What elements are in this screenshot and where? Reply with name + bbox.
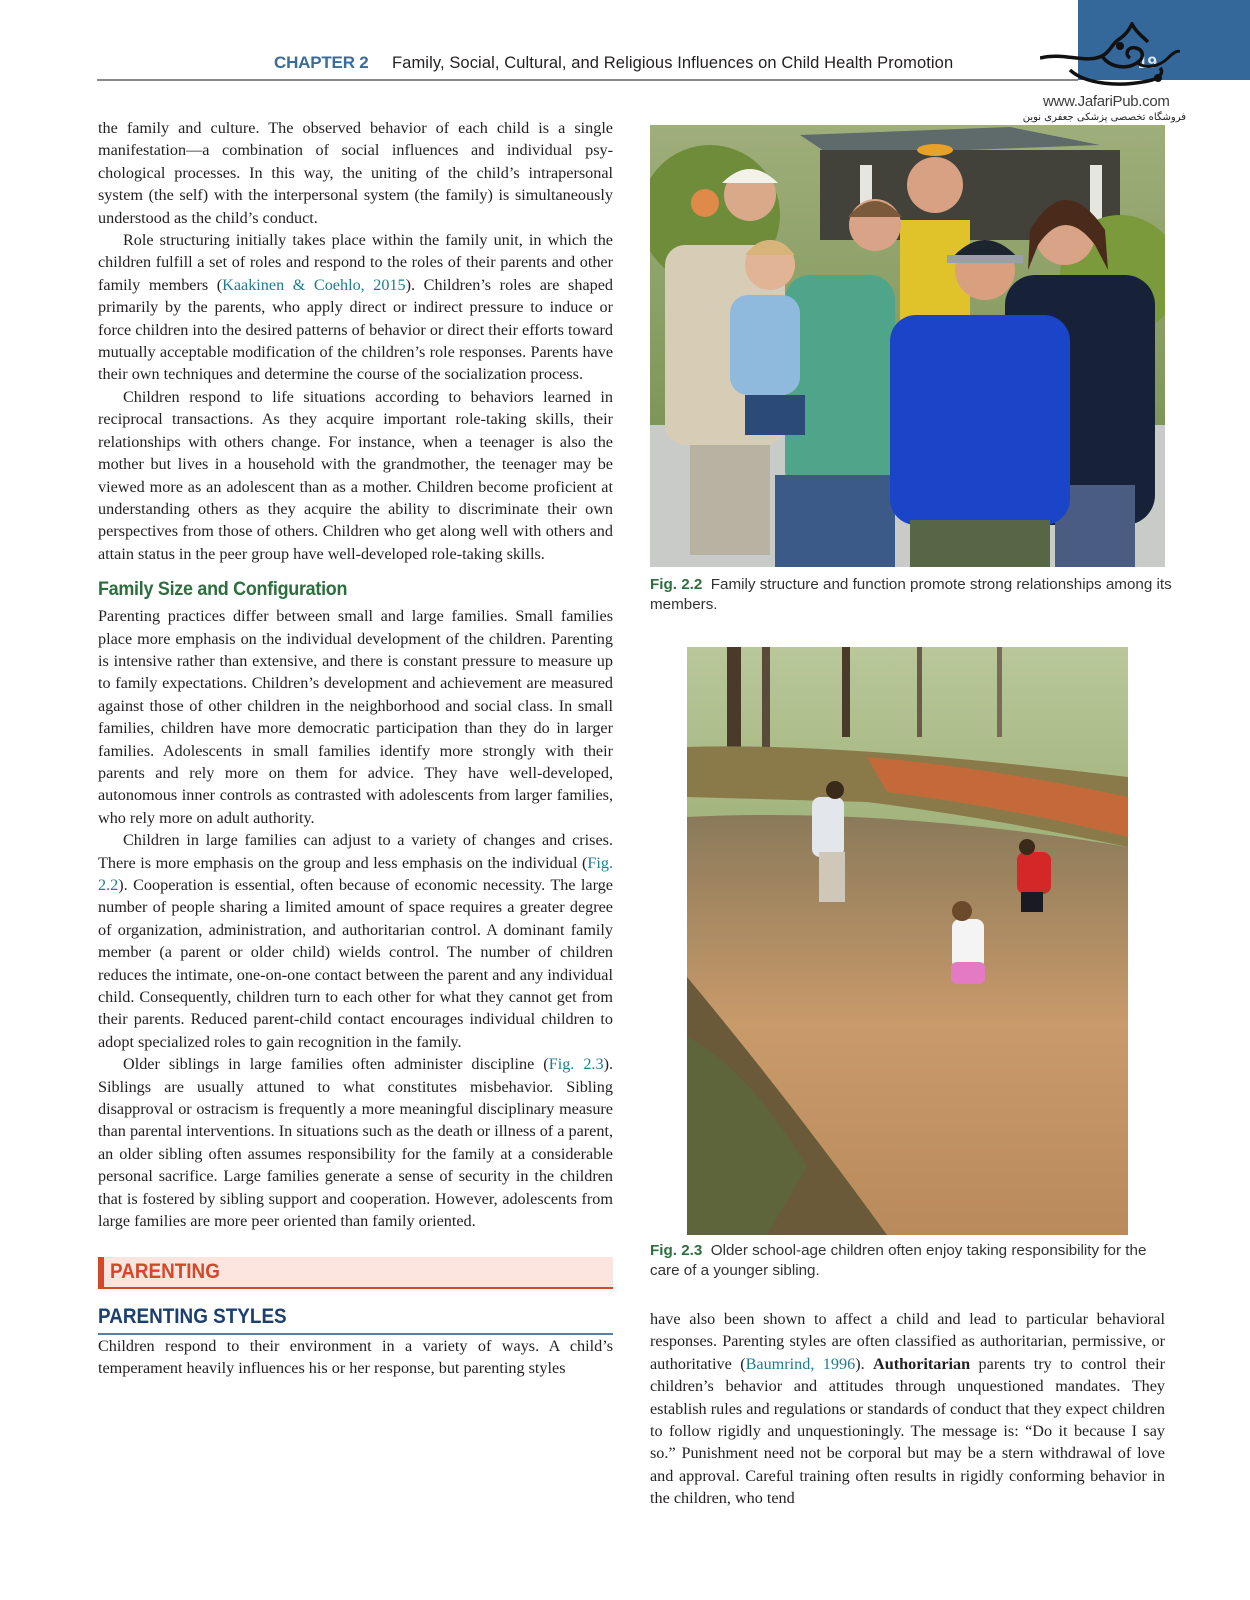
running-header [98,52,1178,76]
children-in-creek-photo [687,647,1128,1235]
section-heading-text: PARENTING [110,1259,220,1283]
subheading-family-size: Family Size and Configuration [98,578,348,601]
watermark-url: www.JafariPub.com [1043,93,1170,110]
paragraph: Parenting practices differ between small and large families. Small families place more emphasis on the individual development of the children. Parenting is intensive rather than extensive, and there is constant pressure to measure up to family expectations. Children’s development and achievement are measured against those of other children in the neighborhood and social class. In small families, children have more democratic participation than they do in larger families. Adolescents in small families identify more strongly with their parents and rely more on them for advice. They have well-developed, autonomous inner controls as contrasted with adolescents from larger families, who rely more on adult authority. [98,607,613,827]
figure-2-2-photo [650,125,1165,567]
header-rule [97,79,1078,81]
paragraph: Children respond to life situations according to behaviors learned in reciprocal transactions. As they acquire important role-taking skills, their relationships with others change. For instance, when a teenager is also the mother but lives in a household with the grandmother, the teenager may be viewed more as an adolescent than as a mother. Children become proficient at understanding others as they acquire the ability to discriminate their own perspectives from those of others. Children who get along well with others and attain status in the peer group have well-developed role-taking skills. [98,387,613,563]
paragraph: Children respond to their environment in a variety of ways. A child’s temperament heavily influences his or her response, but parenting styles [98,1336,613,1377]
figure-link[interactable]: Fig. 2.2 [98,853,613,894]
section-heading-parenting [98,1257,613,1289]
paragraph-text: ). Cooperation is essential, often because of economic necessity. The large number of people sharing a limited amount of space requires a greater degree of organization, administration, and authoritarian control. A dominant family member (a parent or older child) wields control. The number of children reduces the intimate, one-on-one contact between the parent and any individual child. Consequently, children turn to each other for what they cannot get from their parents. Reduced parent-child contact encourages individual children to adopt specialized roles to gain recognition in the family. [98,876,613,1051]
figure-label: Fig. 2.2 [650,576,703,593]
figure-2-2-caption [650,575,1175,615]
paragraph-text: Role structuring initially takes place within the family unit, in which the children fulfill a set of roles and respond to the roles of their parents and other family members ( [98,231,613,294]
citation-link[interactable]: Kaakinen & Coehlo, 2015 [222,275,406,294]
caption-text: Family structure and function promote strong relationships among its members. [650,576,1172,613]
paragraph-text: Children in large families can adjust to a variety of changes and crises. There is more emphasis on the group and less emphasis on the individual ( [98,831,613,872]
paragraph [98,229,613,386]
section-subheading-text: PARENTING STYLES [98,1304,287,1328]
paragraph-text: ). [855,1354,874,1373]
figure-2-3-caption [650,1241,1175,1281]
left-column [98,117,613,1379]
citation-link[interactable]: Baumrind, 1996 [745,1354,856,1373]
paragraph [98,1053,613,1232]
page-number: 19 [1138,53,1157,72]
publisher-logo-icon [1040,22,1180,90]
figure-2-3-photo [687,647,1128,1235]
chapter-label: CHAPTER 2 [274,53,369,72]
right-column-text [650,1308,1165,1510]
paragraph-text: Older siblings in large families often administer discipline ( [123,1055,549,1074]
section-heading-bar [98,1257,104,1289]
figure-label: Fig. 2.3 [650,1242,703,1259]
family-group-photo [650,125,1165,567]
paragraph [98,829,613,1053]
paragraph-text: parents try to control their children’s behavior and attitudes through unquestioned mandates. They establish rules and regulations or standards of conduct that they expect children to follow rigidly and unquestioningly. The message is: “Do it because I say so.” Punishment need not be corporal but may be a stern withdrawal of love and approval. Careful training often results in rigidly conforming behavior in the children, who tend [650,1354,1166,1508]
paragraph: the family and culture. The observed behavior of each child is a single manifestation—a combination of social influences and individual psychological processes. In this way, the uniting of the child’s intrapersonal system (the self) with the interpersonal system (the family) is simultaneously understood as the child’s conduct. [98,119,613,227]
chapter-title: Family, Social, Cultural, and Religious Influences on Child Health Promotion [392,54,954,72]
caption-text: Older school-age children often enjoy taking responsibility for the care of a younger sibling. [650,1242,1147,1279]
figure-link[interactable]: Fig. 2.3 [548,1055,604,1074]
watermark-persian-text: فروشگاه تخصصی پزشکی جعفری نوین [1022,112,1186,123]
section-subheading-parenting-styles [98,1303,613,1335]
paragraph-text: ). Siblings are usually attuned to what constitutes misbehavior. Sibling disapproval or ostracism is frequently a more meaningful disciplinary measure than parental interventions. In situations such as the death or illness of a parent, an older sibling often assumes responsibility for the family at a considerable personal sacrifice. Large families generate a sense of security in the children that is fostered by sibling support and cooperation. However, adolescents from large families are more peer oriented than family oriented. [98,1055,613,1231]
paragraph-text: have also been shown to affect a child and lead to particular behavioral responses. Parenting styles are often classified as authoritarian, permissive, or authoritative ( [650,1310,1165,1373]
paragraph [650,1308,1165,1510]
paragraph-text: ). Children’s roles are shaped primarily by the parents, who apply direct or indirect pressure to induce or force children into the desired patterns of behavior or direct their efforts toward mutually acceptable modification of the children’s role responses. Parents have their own techniques and determine the course of the socialization process. [98,275,614,384]
key-term: Authoritarian [873,1354,971,1373]
